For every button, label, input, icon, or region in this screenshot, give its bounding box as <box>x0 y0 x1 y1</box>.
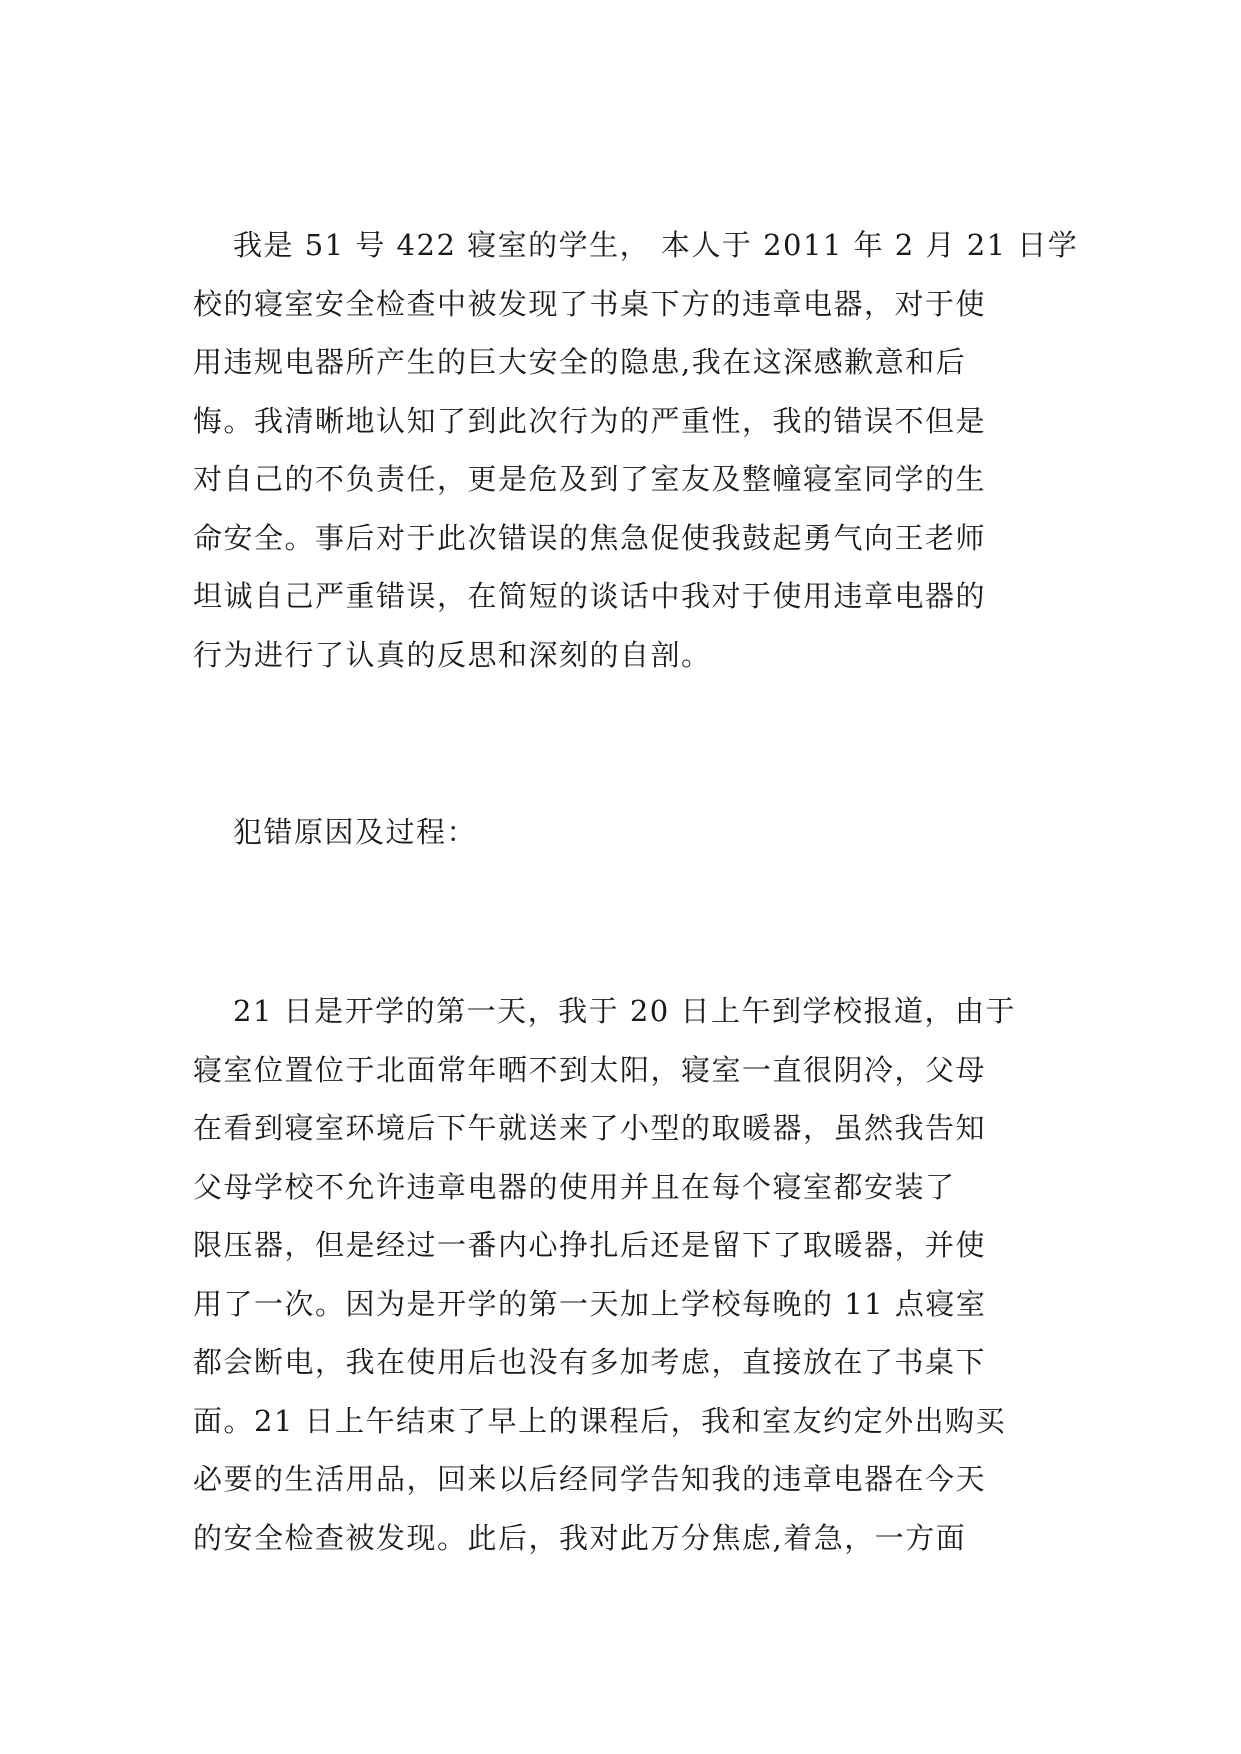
text-line: 命安全。事后对于此次错误的焦急促使我鼓起勇气向王老师 <box>193 520 987 555</box>
text-line: 限压器，但是经过一番内心挣扎后还是留下了取暖器，并使 <box>193 1228 987 1262</box>
text-line: 面。21 日上午结束了早上的课程后，我和室友约定外出购买 <box>193 1403 1007 1438</box>
text-line: 我是 51 号 422 寝室的学生， 本人于 2011 年 2 月 21 日学 <box>233 228 1079 262</box>
text-line: 校的寝室安全检查中被发现了书桌下方的违章电器，对于使 <box>193 286 987 321</box>
text-line: 21 日是开学的第一天，我于 20 日上午到学校报道，由于 <box>233 994 1016 1028</box>
text-line: 用违规电器所产生的巨大安全的隐患,我在这深感歉意和后 <box>193 345 967 379</box>
text-line: 父母学校不允许违章电器的使用并且在每个寝室都安装了 <box>193 1169 956 1204</box>
text-line: 的安全检查被发现。此后，我对此万分焦虑,着急，一方面 <box>193 1520 967 1555</box>
paragraph-process <box>193 982 1063 1567</box>
text-line: 寝室位置位于北面常年晒不到太阳，寝室一直很阴冷，父母 <box>193 1052 987 1087</box>
text-line: 用了一次。因为是开学的第一天加上学校每晚的 11 点寝室 <box>193 1286 987 1321</box>
text-line: 都会断电，我在使用后也没有多加考虑，直接放在了书桌下 <box>193 1345 987 1379</box>
text-line: 对自己的不负责任，更是危及到了室友及整幢寝室同学的生 <box>193 462 987 496</box>
text-line: 悔。我清晰地认知了到此次行为的严重性，我的错误不但是 <box>193 403 987 438</box>
text-line: 行为进行了认真的反思和深刻的自剖。 <box>193 637 712 672</box>
text-line: 在看到寝室环境后下午就送来了小型的取暖器，虽然我告知 <box>193 1111 987 1145</box>
heading-text: 犯错原因及过程： <box>233 815 478 849</box>
text-line: 必要的生活用品，回来以后经同学告知我的违章电器在今天 <box>193 1462 987 1496</box>
paragraph-confession <box>193 216 1079 684</box>
text-line: 坦诚自己严重错误，在简短的谈话中我对于使用违章电器的 <box>193 579 987 613</box>
section-heading <box>193 803 1063 862</box>
